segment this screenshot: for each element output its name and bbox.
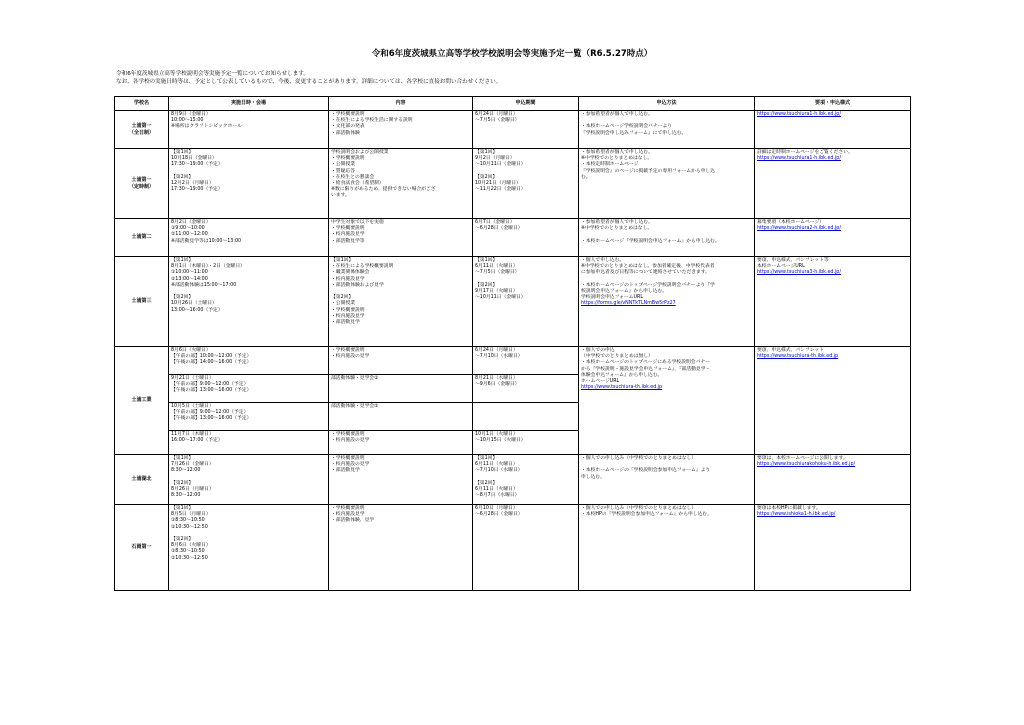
cell-line: ～7月5日（金曜日）	[475, 118, 520, 124]
cell-line: います。	[331, 193, 350, 199]
cell-line: 16:00～17:00（予定）	[171, 438, 223, 444]
cell-line: 詳細は定時制ホームページをご覧ください。	[757, 150, 853, 155]
cell-line: ※中学校でのとりまとめはなし。参加者確定後、中学校代表者	[581, 264, 715, 270]
cell-line[interactable]: https://www.tsuchiura1-h.ibk.ed.jp/	[757, 156, 841, 162]
cell-line: 10月18日（金曜日）	[171, 156, 217, 162]
period-cell	[473, 505, 579, 591]
table-row	[115, 505, 911, 591]
intro-line: なお、各学校の実施日時等は、予定として公表しているもので、今後、変更することがあります。詳細については、各学校に直接お問い合わせください。	[116, 79, 502, 85]
cell-line: ・職業関係体験会	[331, 270, 370, 276]
cell-line: 【午後の部】13:00～16:00（予定）	[171, 388, 252, 394]
form-cell	[755, 149, 911, 219]
cell-line: ・学校概要説明	[331, 226, 365, 232]
cell-line: ・学校概要説明	[331, 348, 365, 353]
table-row	[115, 219, 911, 257]
cell-line: ①9:00～10:00	[171, 226, 205, 232]
cell-line: 8月9日（金曜日）	[171, 112, 211, 117]
cell-line: 石岡第一	[131, 544, 152, 551]
date-cell	[169, 455, 329, 505]
cell-line: ※中学校でのとりまとめはなし。	[581, 156, 653, 162]
cell-line: 17:30～19:00（予定）	[171, 162, 223, 168]
cell-line: 体験会申込フォーム』から申し込む。	[581, 372, 663, 378]
cell-line: ①10:00～11:00	[171, 270, 208, 276]
cell-line: 学校説明会および公開授業	[331, 150, 389, 155]
cell-line: ～7月5日（金曜日）	[475, 270, 520, 276]
header-period: 申込期間	[473, 97, 579, 111]
intro-line: 令和6年度茨城県立高等学校説明会等実施予定一覧についてお知らせします。	[116, 71, 310, 77]
cell-line: ・個人で申し込む。	[581, 258, 625, 263]
cell-line: 中学生対象で以下を実施	[331, 220, 384, 225]
cell-line: 6月11日（火曜日）	[475, 487, 518, 493]
cell-line[interactable]: https://www.tsuchiura3-h.ibk.ed.jp/	[757, 270, 841, 276]
cell-line: 土浦第一	[131, 177, 152, 184]
cell-line: 【第2回】	[171, 480, 194, 486]
cell-line: ・公開授業	[331, 301, 355, 307]
cell-line: 【午前の部】10:00～12:00（予定）	[171, 354, 252, 360]
school-name-cell	[115, 111, 169, 149]
cell-line: 校説明会申込フォーム』から申し込む。	[581, 289, 668, 295]
period-cell	[473, 219, 579, 257]
cell-line: 【第1回】	[475, 258, 498, 263]
cell-line: ・個人での申し込み（中学校でのとりまとめはなし）	[581, 506, 697, 511]
cell-line: 要項は本校HPに掲載します。	[757, 506, 821, 511]
cell-line: 6月7日（金曜日）	[475, 220, 515, 225]
cell-line: ・学校概要説明	[331, 112, 365, 117]
cell-line: ～10月11日（金曜日）	[475, 295, 526, 301]
period-cell	[473, 149, 579, 219]
method-cell	[579, 505, 755, 591]
cell-line: ・部活動見学等	[331, 238, 365, 244]
cell-line: 10月1日（火曜日）	[475, 432, 518, 437]
table-row	[115, 149, 911, 219]
school-name-cell	[115, 149, 169, 219]
cell-line: ・校内施設見学	[331, 512, 365, 518]
cell-line[interactable]: https://www.tsuchiurakohoku-h.ibk.ed.jp/	[757, 462, 856, 468]
cell-line: 8月21日（水曜日）	[475, 376, 518, 381]
header-content: 内容	[329, 97, 473, 111]
cell-line: ホームページURL	[581, 379, 620, 385]
cell-line: 9月21日（土曜日）	[171, 376, 214, 381]
cell-line: ・本校定時制ホームページ	[581, 162, 639, 168]
cell-line: 募集要項（本校ホームページ）	[757, 220, 825, 225]
cell-line: 6月11日（火曜日）	[475, 462, 518, 468]
cell-line: 9月17日（火曜日）	[475, 289, 518, 295]
form-cell	[755, 219, 911, 257]
date-cell	[169, 347, 329, 375]
cell-line: ・公開授業	[331, 162, 355, 168]
cell-line: 10月26日（土曜日）	[171, 301, 217, 307]
cell-line: 8月6日（火曜日）	[171, 543, 211, 549]
cell-line: 8:30～12:00	[171, 493, 201, 499]
cell-line: ①8:30～10:50	[171, 518, 205, 524]
cell-line: ※場所はクラフトシビックホール	[171, 124, 242, 130]
method-cell	[579, 149, 755, 219]
header-method: 申込方法	[579, 97, 755, 111]
method-cell	[579, 111, 755, 149]
form-cell	[755, 505, 911, 591]
cell-line: ・在校生による学校生活に関する説明	[331, 118, 413, 124]
cell-line: 17:30～19:00（予定）	[171, 187, 223, 193]
school-name-cell	[115, 219, 169, 257]
cell-line: 6月24日（月曜日）	[475, 112, 518, 117]
date-cell	[169, 431, 329, 455]
cell-line: 【午前の部】9:00～12:00（予定）	[171, 382, 249, 388]
cell-line: 要項は、本校ホームページに公開します。	[757, 456, 848, 461]
cell-line: （中学校でのとりまとめは無し）	[581, 354, 653, 360]
cell-line: ・部活動見学	[331, 320, 360, 326]
cell-line: ①8:30～10:50	[171, 549, 205, 555]
cell-line: 11月7日（木曜日）	[171, 432, 214, 437]
cell-line: 8月5日（月曜日）	[171, 512, 211, 518]
cell-line: ～9月6日（金曜日）	[475, 382, 520, 388]
period-cell	[473, 431, 579, 455]
form-cell	[755, 257, 911, 347]
header-date: 実施日時・会場	[169, 97, 329, 111]
cell-line: ～7月10日（水曜日）	[475, 354, 523, 360]
form-cell	[755, 347, 911, 455]
cell-line: ・学校概要説明	[331, 307, 365, 313]
cell-line: ・個人での申込	[581, 348, 615, 353]
cell-line: 『学校説明会申し込みフォーム』にて申し込む。	[581, 130, 687, 136]
period-cell	[473, 455, 579, 505]
date-cell	[169, 149, 329, 219]
cell-line: 8月1日（木曜日）・2日（金曜日）	[171, 264, 245, 270]
cell-line: ※数に限りがあるため、提供できない場合がござ	[331, 187, 436, 193]
form-cell	[755, 455, 911, 505]
school-name-cell	[115, 347, 169, 455]
cell-line: （定時制）	[128, 183, 154, 190]
cell-line: 10:00～15:00	[171, 118, 204, 124]
content-cell	[329, 149, 473, 219]
cell-line: ・学校概要説明	[331, 156, 365, 162]
cell-line: ②10:30～12:50	[171, 555, 208, 561]
cell-line[interactable]: https://www.tsuchiura-th.ibk.ed.jp	[581, 385, 663, 391]
cell-line: （全日制）	[128, 129, 154, 136]
cell-line: 6月10日（月曜日）	[475, 506, 518, 511]
cell-line: ・本校ホームページの『学校説明会参加申込フォーム』より	[581, 468, 711, 474]
form-cell	[755, 111, 911, 149]
cell-line: ②11:00～12:00	[171, 232, 208, 238]
cell-line: 【第2回】	[475, 480, 498, 486]
period-cell	[473, 347, 579, 375]
cell-line: 本校ホームページURL	[757, 264, 805, 270]
cell-line: から『学校説明・施設見学会申込フォーム』、『部活動見学・	[581, 366, 711, 372]
cell-line: 【第1回】	[475, 150, 498, 155]
cell-line: 【第2回】	[475, 282, 498, 288]
cell-line[interactable]: https://www.tsuchiura-th.ibk.ed.jp	[757, 354, 839, 360]
cell-line: 『学校説明会』のページに掲載予定の専用フォームから申し込	[581, 168, 715, 174]
cell-line: 要項、申込様式、パンフレット等	[757, 258, 829, 263]
table-row	[115, 455, 911, 505]
cell-line: 【第2回】	[171, 174, 194, 180]
cell-line: ・校内施設見学	[331, 276, 365, 282]
cell-line: ・部活動見学	[331, 468, 360, 474]
cell-line: ～6月28日（金曜日）	[475, 226, 523, 232]
cell-line: 8月26日（月曜日）	[171, 487, 214, 493]
cell-line: 土浦第三	[131, 298, 152, 305]
cell-line: 【第1回】	[171, 506, 194, 511]
method-cell	[579, 347, 755, 455]
cell-line: 【第1回】	[171, 456, 194, 461]
period-cell	[473, 375, 579, 403]
cell-line: 9月2日（月曜日）	[475, 156, 515, 162]
cell-line: ・本校ホームページのトップページにある学校説明会バナー	[581, 360, 710, 366]
cell-line[interactable]: https://www.tsuchiura1-h.ibk.ed.jp/	[757, 112, 841, 117]
table-row	[115, 347, 911, 375]
cell-line: ～10月15日（火曜日）	[475, 438, 526, 444]
cell-line: 【第2回】	[171, 295, 194, 301]
cell-line: ・本校ホームページのトップページ学校説明会バナーより『学	[581, 282, 715, 288]
period-cell	[473, 111, 579, 149]
cell-line: ・学校概要説明	[331, 456, 365, 461]
content-cell	[329, 347, 473, 375]
cell-line: 【第1回】	[171, 258, 194, 263]
cell-line: ・参加希望者が個人で申し込む。	[581, 220, 653, 225]
method-cell	[579, 455, 755, 505]
cell-line: ※中学校でのとりまとめはなし。	[581, 226, 653, 232]
cell-line: 13:00～16:00（予定）	[171, 307, 223, 313]
cell-line: 土浦工業	[131, 397, 152, 404]
cell-line: ・本校ホームページ学校説明会バナーより	[581, 124, 673, 130]
period-cell	[473, 403, 579, 431]
cell-line: 7月26日（金曜日）	[171, 462, 214, 468]
method-cell	[579, 219, 755, 257]
cell-line: 土浦第二	[131, 234, 152, 241]
cell-line: 【午後の部】13:00～16:00（予定）	[171, 416, 252, 422]
cell-line: 6月24日（月曜日）	[475, 348, 518, 353]
cell-line: 12月2日（月曜日）	[171, 181, 214, 187]
date-cell	[169, 257, 329, 347]
cell-line: ～10月11日（金曜日）	[475, 162, 526, 168]
cell-line: 8月2日（金曜日）	[171, 220, 211, 225]
cell-line: 6月11日（火曜日）	[475, 264, 518, 270]
school-name-cell	[115, 455, 169, 505]
cell-line: ・部活動体験	[331, 130, 360, 136]
cell-line: ・部活動体験、見学	[331, 518, 375, 524]
date-cell	[169, 111, 329, 149]
cell-line: ②13:00～14:00	[171, 276, 208, 282]
cell-line: 8月6日（火曜日）	[171, 348, 211, 353]
cell-line: ・校内施設の見学	[331, 462, 370, 468]
cell-line: ・本校HPの『学校説明会参加申込フォーム』から申し込む。	[581, 512, 712, 518]
cell-line: ・文化部の発表	[331, 124, 365, 130]
cell-line: ・質疑応答	[331, 168, 355, 174]
cell-line[interactable]: https://www.ishioka1-h.ibk.ed.jp/	[757, 512, 836, 518]
content-cell	[329, 403, 473, 431]
cell-line: 【午前の部】9:00～12:00（予定）	[171, 410, 249, 416]
schedule-table	[114, 96, 911, 591]
cell-line: ※部活動体験は15:00～17:00	[171, 282, 237, 288]
cell-line: 要項、申込様式、パンフレット	[757, 348, 824, 353]
cell-line: ・参加希望者が個人で申し込む。	[581, 112, 653, 117]
cell-line: 【第1回】	[171, 150, 194, 155]
content-cell	[329, 505, 473, 591]
page-title: 令和6年度茨城県立高等学校学校説明会等実施予定一覧（R6.5.27時点）	[371, 49, 653, 59]
cell-line: 【第1回】	[475, 456, 498, 461]
cell-line: 部活動体験・見学会②	[331, 404, 379, 409]
cell-line: 学校説明会申込フォームURL	[581, 295, 644, 301]
content-cell	[329, 111, 473, 149]
cell-line: ※部活動見学等は10:00～13:00	[171, 238, 242, 244]
content-cell	[329, 431, 473, 455]
date-cell	[169, 219, 329, 257]
table-row	[115, 111, 911, 149]
cell-line: ・本校ホームページ『学校説明会申込フォーム』から申し込む。	[581, 238, 720, 244]
cell-line: ・給食試食会（希望制）	[331, 181, 384, 187]
cell-line: ～6月28日（金曜日）	[475, 512, 523, 518]
cell-line: ・部活動体験および見学	[331, 282, 384, 288]
cell-line: ～8月7日（水曜日）	[475, 493, 520, 499]
cell-line: ・校内施設の見学	[331, 438, 370, 444]
cell-line: 10月5日（土曜日）	[171, 404, 214, 409]
cell-line: ・校内施設見学	[331, 232, 365, 238]
cell-line: ・参加希望者が個人で申し込む。	[581, 150, 653, 155]
cell-line: 【第1回】	[331, 258, 354, 263]
cell-line: 10月21日（月曜日）	[475, 181, 521, 187]
cell-line: 申し込む。	[581, 474, 605, 480]
cell-line: ・個人での申し込み（中学校でのとりまとめはなし）	[581, 456, 697, 461]
content-cell	[329, 257, 473, 347]
cell-line[interactable]: https://forms.gle/vNNTkTLNmBw5rPz27	[581, 301, 676, 307]
period-cell	[473, 257, 579, 347]
header-school: 学校名	[115, 97, 169, 111]
date-cell	[169, 403, 329, 431]
cell-line: 【第2回】	[331, 295, 354, 301]
cell-line: 土浦湖北	[131, 476, 152, 483]
header-form: 要項・申込様式	[755, 97, 911, 111]
table-row	[115, 257, 911, 347]
intro-text	[116, 70, 501, 86]
content-cell	[329, 375, 473, 403]
school-name-cell	[115, 257, 169, 347]
cell-line: 土浦第一	[131, 123, 152, 130]
cell-line: ②10:30～12:50	[171, 524, 208, 530]
table-header-row	[115, 97, 911, 111]
cell-line: ・校内施設見学	[331, 313, 365, 319]
content-cell	[329, 455, 473, 505]
cell-line: ・学校概要説明	[331, 506, 365, 511]
cell-line: 部活動体験・見学会①	[331, 376, 379, 381]
cell-line: ・校内施設の見学	[331, 354, 370, 360]
school-name-cell	[115, 505, 169, 591]
cell-line: 【午後の部】14:00～16:00（予定）	[171, 360, 252, 366]
cell-line: ・在校生との懇談会	[331, 174, 375, 180]
cell-line: む。	[581, 174, 591, 180]
date-cell	[169, 505, 329, 591]
method-cell	[579, 257, 755, 347]
content-cell	[329, 219, 473, 257]
cell-line: ・学校概要説明	[331, 432, 365, 437]
cell-line: に参加申込者及び日程等について連絡させていただきます。	[581, 270, 711, 276]
table-body	[115, 111, 911, 591]
cell-line[interactable]: https://www.tsuchiura2-h.ibk.ed.jp/	[757, 226, 841, 232]
cell-line: 8:30～12:00	[171, 468, 201, 474]
date-cell	[169, 375, 329, 403]
cell-line: ～11月22日（金曜日）	[475, 187, 526, 193]
cell-line: 【第2回】	[171, 537, 194, 543]
cell-line: 【第2回】	[475, 174, 498, 180]
cell-line: ～7月10日（水曜日）	[475, 468, 523, 474]
cell-line: ・在校生による学校概要説明	[331, 264, 394, 270]
